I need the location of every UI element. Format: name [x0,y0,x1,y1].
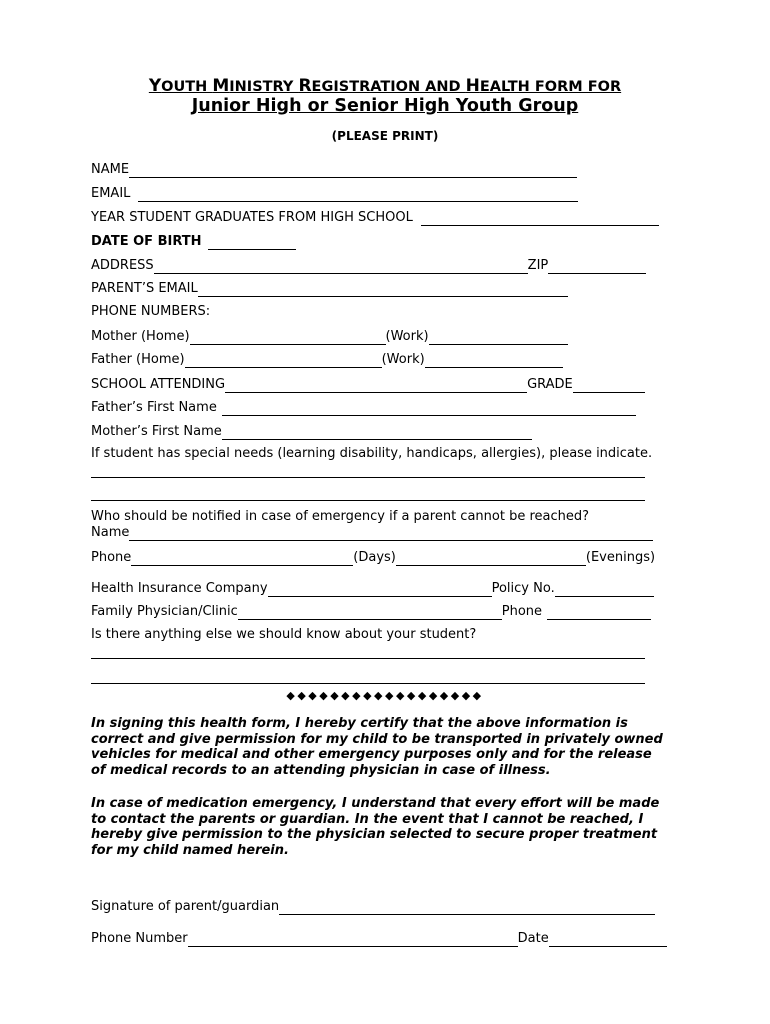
print-instruction: (PLEASE PRINT) [331,129,439,143]
zip-field[interactable] [548,259,646,274]
title-initial: H [465,76,480,96]
grad-year-field[interactable] [421,211,659,226]
physician-row [91,602,651,620]
mother-work-label: (Work) [385,329,429,344]
title-initial: R [298,76,312,96]
school-label: SCHOOL ATTENDING [91,377,226,392]
mother-home-label: Mother (Home) [91,329,190,344]
consent-paragraph-2: In case of medication emergency, I understand that every effort will be made to contact the parents or guardian. In the event that I cannot be reached, I hereby give permission to the physician selected to secure proper treatment for my child named herein. [91,796,660,858]
father-first-row [91,398,636,416]
date-field[interactable] [549,932,667,947]
physician-phone-field[interactable] [547,605,651,620]
anything-else-line-2[interactable] [91,683,645,684]
father-first-field[interactable] [222,401,636,416]
diamond-divider: ◆◆◆◆◆◆◆◆◆◆◆◆◆◆◆◆◆◆ [286,689,484,702]
phone-numbers-heading: PHONE NUMBERS: [91,304,211,319]
title-part: OUTH [161,79,213,95]
signature-field[interactable] [279,900,655,915]
school-field[interactable] [225,378,527,393]
father-work-label: (Work) [381,352,425,367]
emergency-evenings-field[interactable] [396,551,586,566]
parent-email-field[interactable] [198,282,568,297]
insurance-row [91,579,654,597]
address-label: ADDRESS [91,258,154,273]
insurance-field[interactable] [268,582,492,597]
title-initial: Y [148,76,162,96]
emergency-name-row [91,523,653,541]
grad-year-label: YEAR STUDENT GRADUATES FROM HIGH SCHOOL [91,210,413,225]
evenings-label: (Evenings) [585,550,656,565]
emergency-days-field[interactable] [131,551,353,566]
father-home-label: Father (Home) [91,352,185,367]
dob-field[interactable] [208,235,296,250]
grade-field[interactable] [573,378,645,393]
mother-phone-row [91,327,568,345]
grad-year-row [91,208,659,226]
special-needs-line-1[interactable] [91,477,645,478]
policy-field[interactable] [555,582,654,597]
signature-phone-field[interactable] [188,932,518,947]
emergency-phone-label: Phone [91,550,132,565]
mother-home-field[interactable] [190,330,386,345]
physician-phone-label: Phone [501,604,543,619]
name-label: NAME [91,162,130,177]
email-label: EMAIL [91,186,131,201]
title-part: EALTH FORM FOR [479,79,622,95]
address-field[interactable] [154,259,528,274]
email-row [91,184,578,202]
mother-first-label: Mother’s First Name [91,424,222,439]
title-part: INISTRY [229,79,299,95]
anything-else-line-1[interactable] [91,658,645,659]
emergency-phone-row [91,548,655,566]
consent-paragraph-1: In signing this health form, I hereby certify that the above information is correct and give permission for my child to be transported in privately owned vehicles for medical and other emergency purposes only and for the release of medical records to an attending physician in case of illness. [91,716,663,778]
signature-phone-label: Phone Number [91,931,188,946]
mother-first-row [91,422,532,440]
title-part: EGISTRATION AND [311,79,466,95]
father-home-field[interactable] [185,353,382,368]
emergency-name-field[interactable] [129,526,653,541]
father-phone-row [91,350,563,368]
date-label: Date [517,931,549,946]
insurance-label: Health Insurance Company [91,581,268,596]
anything-else-label: Is there anything else we should know about your student? [91,627,477,642]
special-needs-line-2[interactable] [91,500,645,501]
title-initial: M [212,76,230,96]
dob-label: DATE OF BIRTH [91,234,202,249]
school-row [91,375,645,393]
address-row [91,256,646,274]
special-needs-label: If student has special needs (learning disability, handicaps, allergies), please indicate. [91,446,653,461]
mother-work-field[interactable] [429,330,568,345]
emergency-question: Who should be notified in case of emergency if a parent cannot be reached? [91,509,590,524]
dob-row [91,232,296,250]
form-title-line2: Junior High or Senior High Youth Group [191,96,579,116]
name-row [91,160,577,178]
signature-label: Signature of parent/guardian [91,899,280,914]
policy-label: Policy No. [491,581,555,596]
days-label: (Days) [353,550,396,565]
father-work-field[interactable] [425,353,563,368]
form-title-line1 [0,76,770,96]
zip-label: ZIP [527,258,549,273]
email-field[interactable] [138,187,578,202]
parent-email-label: PARENT’S EMAIL [91,281,198,296]
physician-field[interactable] [238,605,502,620]
mother-first-field[interactable] [222,425,532,440]
grade-label: GRADE [527,377,573,392]
parent-email-row [91,279,568,297]
signature-row [91,897,655,915]
name-field[interactable] [129,163,577,178]
emergency-name-label: Name [91,525,130,540]
signature-phone-row [91,929,667,947]
father-first-label: Father’s First Name [91,400,217,415]
physician-label: Family Physician/Clinic [91,604,238,619]
